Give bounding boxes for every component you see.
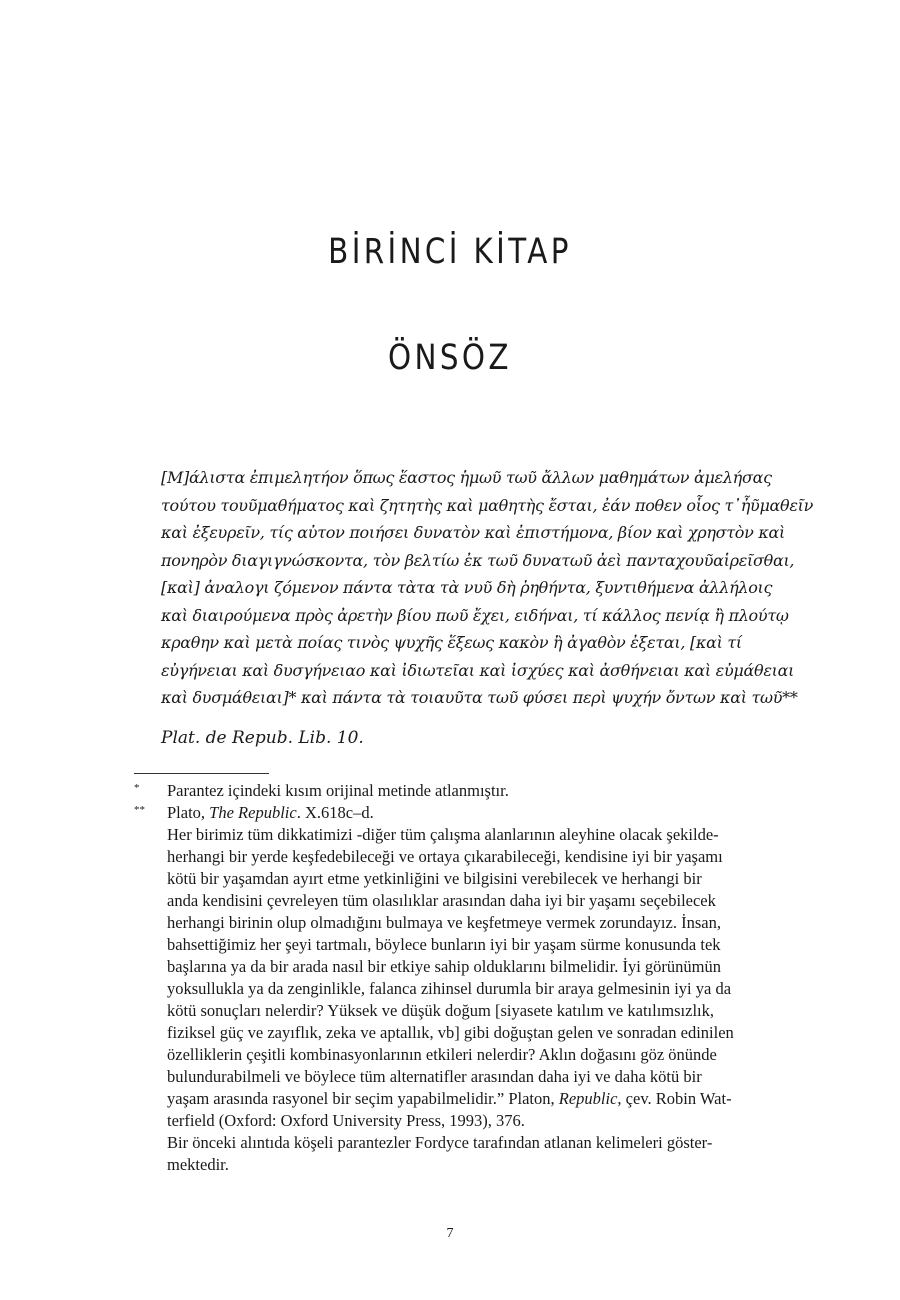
epigraph-line: [Μ]άλιστα ἐπιμελητήον ὅπως ἕαστος ἡμωῦ τωῦ ἄλλων μαθημάτων ἀμελήσας [161,468,772,487]
epigraph-line: τούτου τουῦμαθήματος καὶ ζητητὴς καὶ μαθητὴς ἔσται, ἐάν ποθεν οἷος τ᾽ἦῦμαθεῖν [161,495,814,515]
footnote-marker: ** [134,804,145,816]
quote-line: anda kendisini çevreleyen tüm olasılıklar arasından daha iyi bir yaşamı seçebilecek [167,891,716,910]
quote-line: bahsettiğimiz her şeyi tartmalı, böylece bunların iyi bir yaşam sürme konusunda tek [167,935,721,954]
epigraph-line: καὶ διαιρούμενα πρὸς ἀρετὴν βίου πωῦ ἔχει, ειδήναι, τί κάλλος πενίᾳ ἢ πλούτῳ [161,605,789,625]
section-title: ÖNSÖZ [388,338,512,378]
epigraph-line: καὶ δυσμάθειαι]* καὶ πάντα τὰ τοιαυῦτα τωῦ φύσει περὶ ψυχήν ὄντων καὶ τωῦ** [161,688,798,707]
book-title: BİRİNCİ KİTAP [328,232,572,272]
page-number: 7 [446,1226,454,1241]
greek-epigraph [161,464,814,712]
footnote-text [167,802,768,824]
citation-author: Plato, [167,803,210,822]
epigraph-line: [καὶ] ἀναλογι ζόμενον πάντα τὰτα τὰ νυῦ δὴ ῥηθήντα, ξυντιθήμενα ἀλλήλοις [161,578,773,597]
quote-citation-rest: , çev. Robin Wat- [617,1089,732,1108]
epigraph-line: καὶ ἐξευρεῖν, τίς αὐτον ποιήσει δυνατὸν καὶ ἐπιστήμονα, βίον καὶ χρηστὸν καὶ [161,523,786,542]
footnotes [134,780,768,1176]
quote-citation-title: Republic [558,1089,618,1108]
quote-line: terfield (Oxford: Oxford University Press, 1993), 376. [167,1111,525,1130]
epigraph-line: πονηρὸν διαγιγνώσκοντα, τὸν βελτίω ἐκ τωῦ δυνατωῦ ἀεὶ πανταχουῦαἱρεῖσθαι, [161,550,795,570]
quote-line: başlarına ya da bir arada nasıl bir etkiye sahip olduklarını bilmelidir. İyi görünümün [167,957,721,976]
footnote-marker: * [134,782,140,794]
epigraph-source: Plat. de Repub. Lib. 10. [161,728,364,748]
footnote-1 [134,780,768,802]
citation-ref: . X.618c–d. [296,803,374,822]
quote-line: herhangi bir yerde keşfedebileceği ve ortaya çıkarabileceği, kendisine iyi bir yaşamı [167,847,723,866]
citation-title: The Republic [209,803,297,822]
quote-line: yoksullukla ya da zenginlikle, falanca zihinsel durumla bir araya gelmesinin iyi ya da [167,979,732,998]
footnote-text: Parantez içindeki kısım orijinal metinde atlanmıştır. [167,781,509,800]
quote-line: özelliklerin çeşitli kombinasyonlarının etkileri nelerdir? Aklın doğasını göz önünde [167,1045,717,1064]
closing-note-line: Bir önceki alıntıda köşeli parantezler Fordyce tarafından atlanan kelimeleri göster- [167,1133,713,1152]
footnote-quote [167,824,768,1176]
quote-line: kötü bir yaşamdan ayırt etme yetkinliğini ve bilgisini verebilecek ve herhangi bir [167,869,702,888]
epigraph-line: κραθην καὶ μετὰ ποίας τινὸς ψυχῆς ἕξεως κακὸν ἢ ἀγαθὸν ἐξεται, [καὶ τί [161,633,742,652]
quote-line: Her birimiz tüm dikkatimizi -diğer tüm çalışma alanlarının aleyhine olacak şekilde- [167,825,719,844]
epigraph-line: εὐγήνειαι καὶ δυσγήνειαο καὶ ἰδιωτεῖαι καὶ ἰσχύες καὶ ἀσθήνειαι καὶ εὐμάθειαι [161,660,795,680]
quote-line: fiziksel güç ve zayıflık, zeka ve aptallık, vb] gibi doğuştan gelen ve sonradan edinilen [167,1023,734,1042]
closing-note-line: mektedir. [167,1155,229,1174]
quote-line: kötü sonuçları nelerdir? Yüksek ve düşük doğum [siyasete katılım ve katılımsızlık, [167,1001,714,1020]
quote-line [167,1088,768,1110]
footnote-divider [134,773,269,774]
quote-line-text: yaşam arasında rasyonel bir seçim yapabilmelidir.” Platon, [167,1089,559,1108]
quote-line: bulundurabilmeli ve böylece tüm alternatifler arasından daha iyi ve daha kötü bir [167,1067,702,1086]
footnote-2 [134,802,768,824]
quote-line: herhangi birinin olup olmadığını bulmaya ve keşfetmeye vermek zorundayız. İnsan, [167,913,721,932]
